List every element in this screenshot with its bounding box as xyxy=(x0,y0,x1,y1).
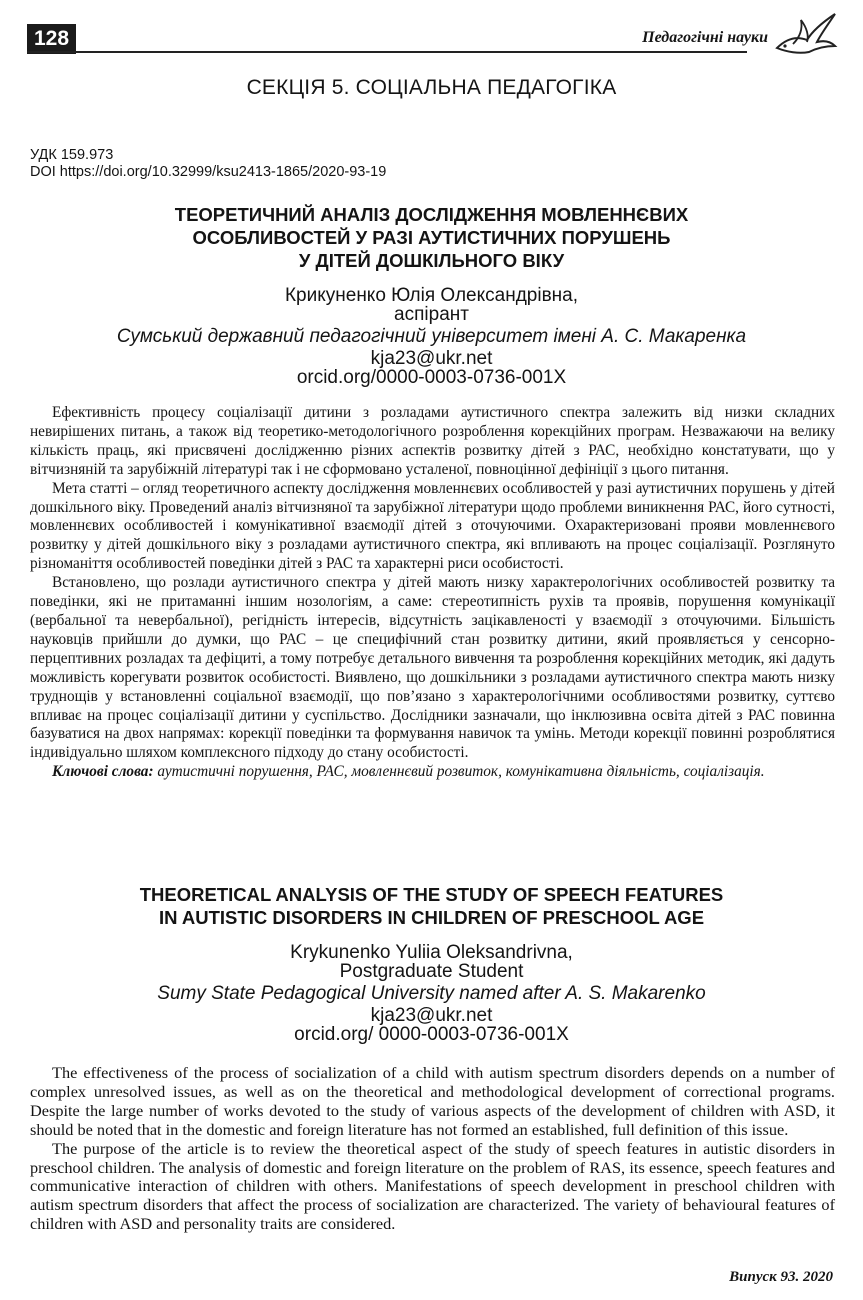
ua-author-name: Крикуненко Юлія Олександрівна, xyxy=(284,285,579,306)
ua-title xyxy=(60,203,803,272)
ua-author-block xyxy=(40,286,823,387)
ua-orcid[interactable]: orcid.org/0000-0003-0736-001X xyxy=(296,367,567,388)
en-abstract xyxy=(30,1064,835,1234)
doi-link[interactable]: DOI https://doi.org/10.32999/ksu2413-1865/2020-93-19 xyxy=(30,164,387,180)
udk-code: УДК 159.973 xyxy=(30,147,114,163)
article-meta xyxy=(30,147,386,181)
ua-keywords xyxy=(30,763,835,782)
en-email[interactable]: kja23@ukr.net xyxy=(370,1005,493,1026)
en-paragraph: The effectiveness of the process of socialization of a child with autism spectrum disorders depends on a number of complex unresolved issues, as well as on the theoretical and methodological development of correctional programs. Despite the large number of works devoted to the study of various aspects of the development of children with ASD, it should be noted that in the domestic and foreign literature has not formed an established, full definition of this issue. xyxy=(30,1063,835,1139)
en-title xyxy=(60,883,803,929)
keywords-label: Ключові слова: xyxy=(52,763,154,781)
en-author-name: Krykunenko Yuliia Oleksandrivna, xyxy=(290,942,573,963)
ua-paragraph: Встановлено, що розлади аутистичного спектра у дітей мають низку характерологічних особливостей розвитку та поведінки, які не притаманні іншим нозологіям, а саме: стереотипність рухів та проявів, порушення комунікації (вербальної та невербальної), регідність інтересів, відсутність зацікавленості у взаємодії з оточуючими. Більшість науковців прийшли до думки, що РАС – це специфічний стан розвитку дитини, який проявляється у сенсорно-перцептивних розладах та дефіциті, а тому потребує детального вивчення та розроблення корекційних методик, які дадуть можливість корегувати розвиток особистості. Виявлено, що дошкільники з розладами аутистичного спектра мають низку труднощів у встановленні соціальної взаємодії, що пов’язано з характерологічними особливостями розвитку, суттєво впливає на процес соціалізації дитини у суспільство. Дослідники зазначали, що інклюзивна освіта дітей з РАС повинна базуватися на двох напрямах: корекції поведінки та формування навичок та умінь. Методи корекції повинні розроблятися індивідуально шляхом комплексного підходу до стану особистості. xyxy=(30,574,835,762)
header-rule xyxy=(27,51,747,53)
bird-logo-icon xyxy=(773,8,839,58)
journal-name: Педагогічні науки xyxy=(642,29,768,46)
en-title-line: THEORETICAL ANALYSIS OF THE STUDY OF SPEECH FEATURES xyxy=(139,884,724,905)
ua-author-position: аспірант xyxy=(394,304,469,325)
ua-paragraph: Мета статті – огляд теоретичного аспекту дослідження мовленнєвих особливостей у разі аутистичних порушень у дітей дошкільного віку. Проведений аналіз вітчизняної та зарубіжної літератури щодо проблеми виникнення РАС, його сутності, мовленнєвих особливостей і комунікативної взаємодії дітей з оточуючими. Охарактеризовані прояви мовленнєвого розвитку у дітей дошкільного віку з розладами аутистичного спектра, які впливають на процес соціалізації. Розглянуто різноманіття особливостей поведінки дітей з РАС та характерні риси особистості. xyxy=(30,479,835,573)
ua-email[interactable]: kja23@ukr.net xyxy=(370,348,493,369)
ua-title-line: У ДІТЕЙ ДОШКІЛЬНОГО ВІКУ xyxy=(298,250,565,271)
ua-paragraph: Ефективність процесу соціалізації дитини з розладами аутистичного спектра залежить від низки складних невирішених питань, а також від теоретико-методологічного розроблення корекційних програм. Незважаючи на велику кількість праць, які присвячені дослідженню різних аспектів розвитку дітей з РАС, необхідно констатувати, що у вітчизняній та зарубіжній літературі так і не сформовано усталеної, повноцінної дефініції з цього питання. xyxy=(30,404,835,478)
ua-abstract xyxy=(30,404,835,782)
ua-affiliation: Сумський державний педагогічний університет імені А. С. Макаренка xyxy=(116,326,747,347)
en-orcid[interactable]: orcid.org/ 0000-0003-0736-001X xyxy=(294,1024,569,1045)
section-title: СЕКЦІЯ 5. СОЦІАЛЬНА ПЕДАГОГІКА xyxy=(246,76,617,99)
page-number: 128 xyxy=(27,24,76,54)
ua-title-line: ТЕОРЕТИЧНИЙ АНАЛІЗ ДОСЛІДЖЕННЯ МОВЛЕННЄВИХ xyxy=(174,204,689,225)
en-author-position: Postgraduate Student xyxy=(339,961,524,982)
keywords-text: аутистичні порушення, РАС, мовленнєвий розвиток, комунікативна діяльність, соціалізація. xyxy=(157,763,765,781)
en-affiliation: Sumy State Pedagogical University named after A. S. Makarenko xyxy=(157,983,706,1004)
en-title-line: IN AUTISTIC DISORDERS IN CHILDREN OF PRESCHOOL AGE xyxy=(158,907,705,928)
ua-title-line: ОСОБЛИВОСТЕЙ У РАЗІ АУТИСТИЧНИХ ПОРУШЕНЬ xyxy=(192,227,671,248)
issue-footer: Випуск 93. 2020 xyxy=(729,1269,833,1285)
en-paragraph: The purpose of the article is to review the theoretical aspect of the study of speech features in autistic disorders in preschool children. The analysis of domestic and foreign literature on the problem of RAS, its essence, speech features and communicative interaction of children with others. Manifestations of speech development in preschool children with autism spectrum disorders that affect the process of socialization are characterized. The variety of behavioural features of children with ASD and personality traits are considered. xyxy=(30,1138,835,1234)
en-author-block xyxy=(40,943,823,1044)
